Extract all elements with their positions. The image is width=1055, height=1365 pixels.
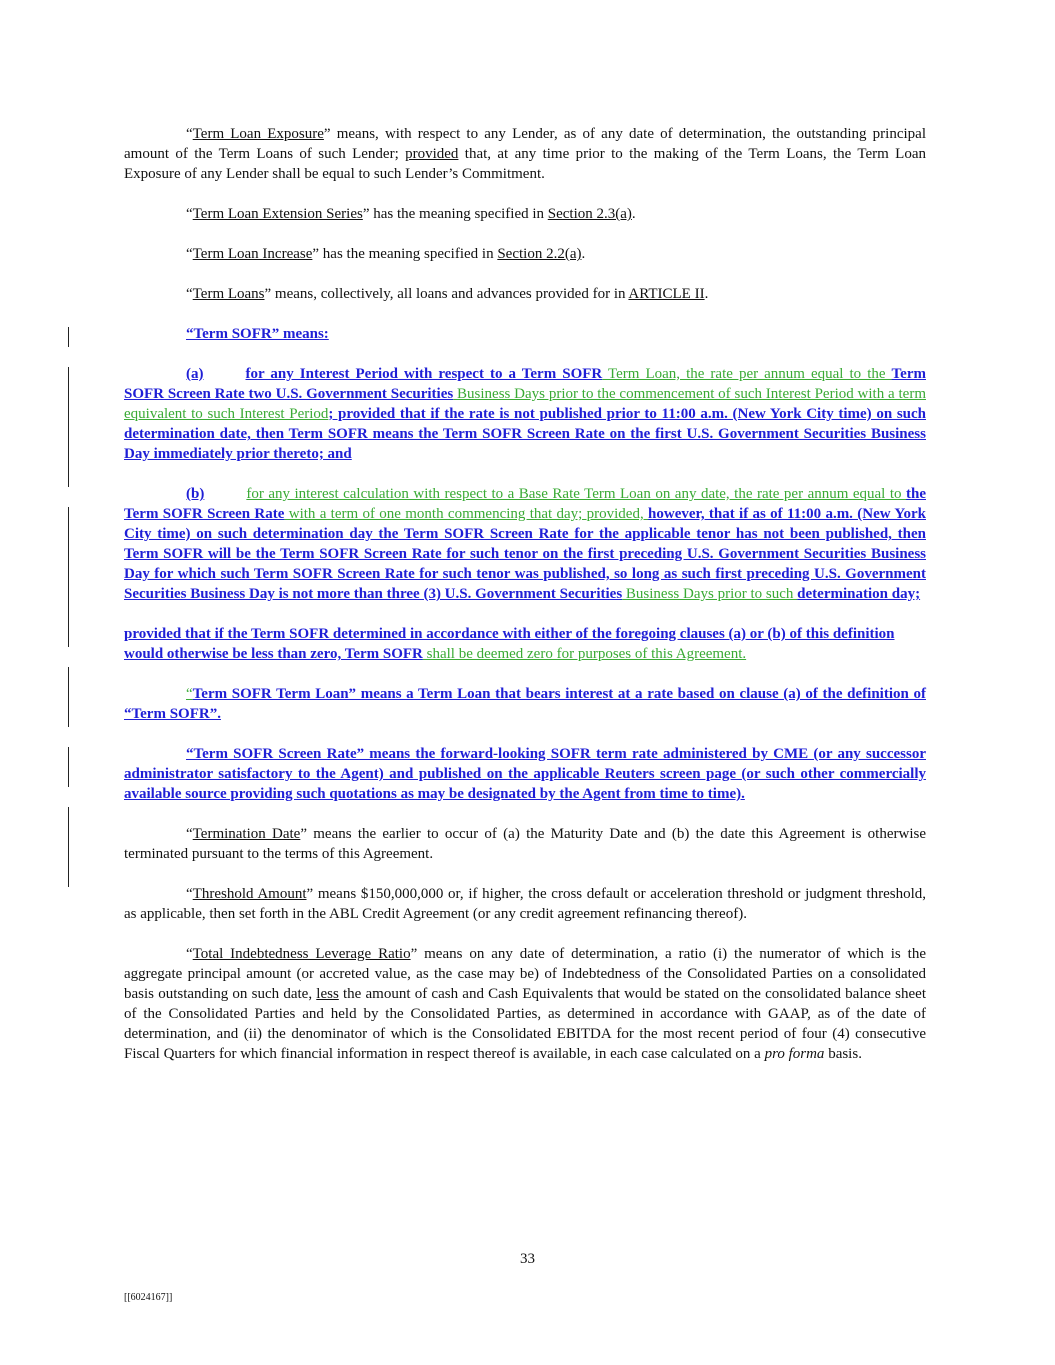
definition-termination-date: “Termination Date” means the earlier to occur of (a) the Maturity Date and (b) the date this Agreement is otherwise terminated pursuant to the terms of this Agreement. — [124, 826, 926, 862]
change-bar — [68, 747, 69, 787]
term-sofr-clause-a: (a) for any Interest Period with respect to a Term SOFR Term Loan, the rate per annum equal to the Term SOFR Screen Rate two U.S. Government Securities Business Days prior to the commencement of such Interest Period with a term equivalent to such Interest Period; provided that if the rate is not published prior to 11:00 a.m. (New York City time) on such determination date, then Term SOFR means the Term SOFR Screen Rate on the first U.S. Government Securities Business Day immediately prior thereto; and — [124, 366, 927, 462]
document-body — [124, 124, 926, 1084]
definition-term-loan-exposure: “Term Loan Exposure” means, with respect to any Lender, as of any date of determination, the outstanding principal amount of the Term Loans of such Lender; provided that, at any time prior to the making of the Term Loans, the Term Loan Exposure of any Lender shall be equal to such Lender’s Commitment. — [124, 126, 926, 182]
definition-total-indebtedness-leverage-ratio: “Total Indebtedness Leverage Ratio” means on any date of determination, a ratio (i) the numerator of which is the aggregate principal amount (or accreted value, as the case may be) of Indebtedness of the Consolidated Parties on a consolidated basis outstanding on such date, less the amount of cash and Cash Equivalents that would be stated on the consolidated balance sheet of the Consolidated Parties and held by the Consolidated Parties, as determined in accordance with GAAP, as of the date of determination, and (ii) the denominator of which is the Consolidated EBITDA for the most recent period of four (4) consecutive Fiscal Quarters for which financial information in respect thereof is available, in each case calculated on a pro forma basis. — [124, 946, 926, 1062]
term-sofr-clause-b: (b) for any interest calculation with respect to a Base Rate Term Loan on any date, the rate per annum equal to the Term SOFR Screen Rate with a term of one month commencing that day; provided, however, that if as of 11:00 a.m. (New York City time) on such determination day the Term SOFR Screen Rate for the applicable tenor has not been published, then Term SOFR will be the Term SOFR Screen Rate for such tenor on the first preceding U.S. Government Securities Business Day for which such Term SOFR Screen Rate for such tenor was published, so long as such first preceding U.S. Government Securities Business Day is not more than three (3) U.S. Government Securities Business Days prior to such determination day; — [124, 486, 926, 602]
change-bar — [68, 507, 69, 647]
defined-term: Term Loan Exposure — [192, 126, 324, 142]
defined-term: Threshold Amount — [192, 886, 307, 902]
defined-term: Total Indebtedness Leverage Ratio — [192, 946, 411, 962]
defined-term: Term Loans — [192, 286, 265, 302]
definition-term-loan-extension-series: “Term Loan Extension Series” has the meaning specified in Section 2.3(a). — [186, 206, 636, 222]
section-reference: Section 2.2(a) — [497, 246, 582, 262]
page-number: 33 — [520, 1251, 535, 1267]
definition-term-loan-increase: “Term Loan Increase” has the meaning specified in Section 2.2(a). — [186, 246, 586, 262]
term-sofr-proviso: provided that if the Term SOFR determined in accordance with either of the foregoing clauses (a) or (b) of this definition would otherwise be less than zero, Term SOFR shall be deemed zero for purposes of this Agreement. — [124, 626, 895, 662]
defined-term: Term Loan Extension Series — [192, 206, 363, 222]
defined-term: Term Loan Increase — [192, 246, 313, 262]
section-reference: ARTICLE II — [628, 286, 705, 302]
definition-threshold-amount: “Threshold Amount” means $150,000,000 or, if higher, the cross default or acceleration threshold or judgment threshold, as applicable, then set forth in the ABL Credit Agreement (or any credit agreement refinancing thereof). — [124, 886, 926, 922]
document-id: [[6024167]] — [124, 1292, 173, 1303]
definition-term-sofr-heading: “Term SOFR” means: — [186, 326, 329, 342]
definition-term-sofr-term-loan: “Term SOFR Term Loan” means a Term Loan that bears interest at a rate based on clause (a) of the definition of “Term SOFR”. — [124, 686, 926, 722]
change-bar — [68, 667, 69, 727]
change-bar — [68, 807, 69, 887]
clause-label: (b) — [186, 486, 205, 502]
defined-term: Termination Date — [192, 826, 301, 842]
clause-label: (a) — [186, 366, 204, 382]
definition-term-loans: “Term Loans” means, collectively, all loans and advances provided for in ARTICLE II. — [186, 286, 709, 302]
change-bar — [68, 367, 69, 487]
change-bar — [68, 327, 69, 347]
section-reference: Section 2.3(a) — [547, 206, 632, 222]
definition-term-sofr-screen-rate: “Term SOFR Screen Rate” means the forward-looking SOFR term rate administered by CME (or any successor administrator satisfactory to the Agent) and published on the applicable Reuters screen page (or such other commercially available source providing such quotations as may be designated by the Agent from time to time). — [124, 746, 926, 802]
